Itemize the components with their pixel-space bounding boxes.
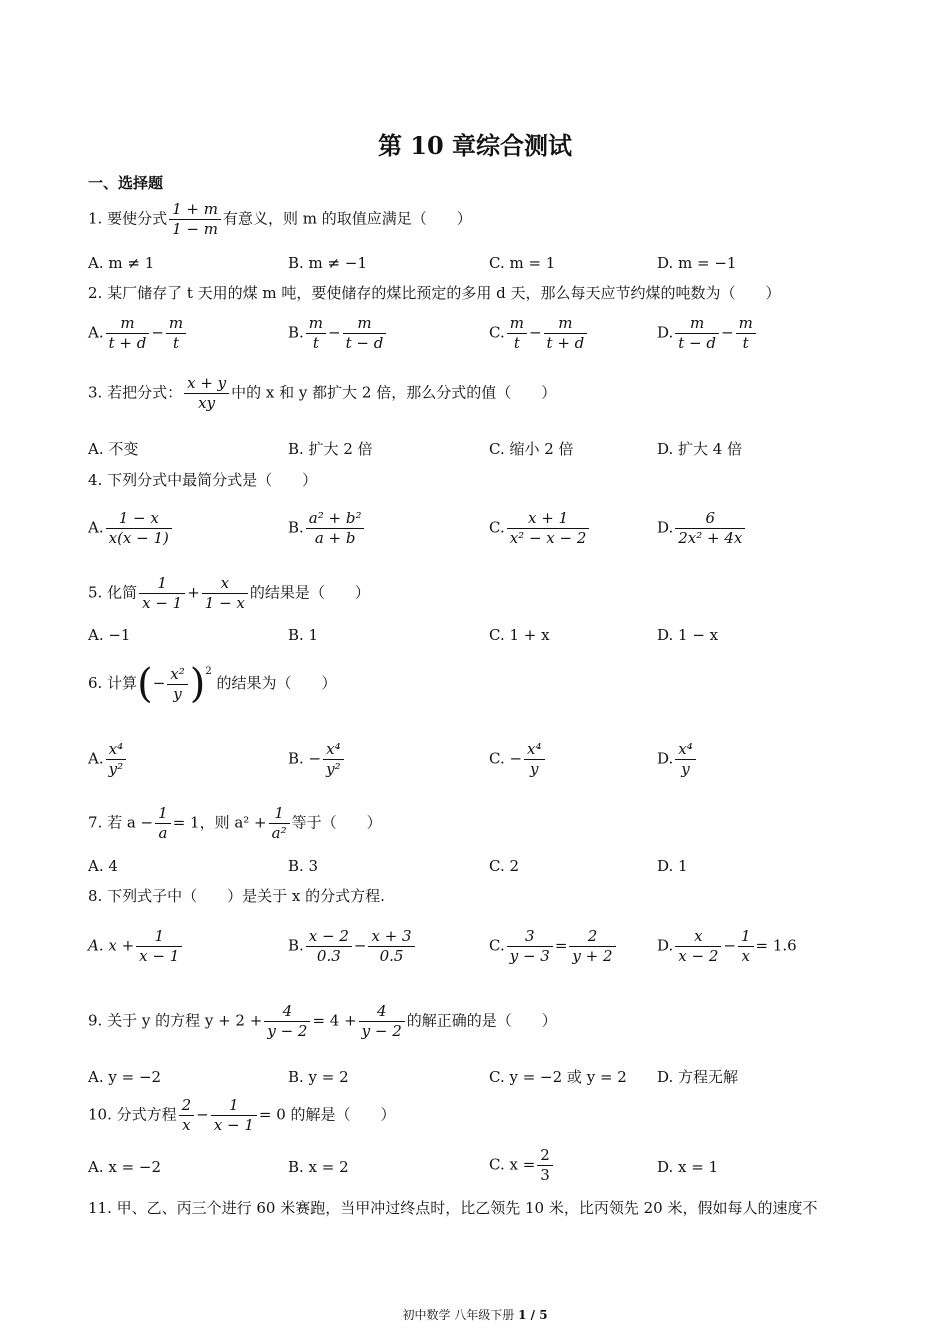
q10-option-b: B. x = 2 (288, 1158, 349, 1176)
footer-text: 初中数学 八年级下册 (402, 1308, 515, 1322)
q3-option-d: D. 扩大 4 倍 (657, 440, 743, 458)
q7-option-c: C. 2 (489, 857, 520, 875)
q8-option-c: C. $\frac{3}{y - 3}$ = $\frac{2}{y + 2}$ (489, 927, 618, 966)
question-1 (88, 200, 472, 239)
q8-option-d: D. $\frac{x}{x - 2}$ − $\frac{1}{x}$ = 1.6 (657, 927, 797, 965)
q10-option-d: D. x = 1 (657, 1158, 719, 1176)
q9-option-a: A. y = −2 (88, 1068, 162, 1086)
q1-option-a: A. m ≠ 1 (88, 254, 155, 272)
q9-option-c: C. y = −2 或 y = 2 (489, 1068, 627, 1086)
question-2: 2. 某厂储存了 t 天用的煤 m 吨，要使储存的煤比预定的多用 d 天，那么每天应节约煤的吨数为（ ） (88, 284, 781, 302)
q1-fraction: $\frac{1 + m}{1 - m}$ (169, 200, 221, 239)
page-title: 第 10 章综合测试 (377, 131, 573, 160)
q1-stem-end: 有意义，则 m 的取值应满足（ ） (222, 209, 472, 228)
q7-option-a: A. 4 (88, 857, 118, 875)
page-footer (0, 1306, 950, 1323)
q10-option-a: A. x = −2 (88, 1158, 162, 1176)
q2-option-d: D. $\frac{m}{t - d}$ − $\frac{m}{t}$ (657, 314, 758, 353)
page-number: 1 / 5 (518, 1308, 548, 1322)
question-11: 11. 甲、乙、丙三个进行 60 米赛跑，当甲冲过终点时，比乙领先 10 米，比丙领先 20 米，假如每人的速度不 (88, 1199, 818, 1217)
q2-option-a: A. $\frac{m}{t + d}$ − $\frac{m}{t}$ (88, 314, 188, 353)
q6-option-c: C. − $\frac{\text{x⁴}}{y}$ (489, 740, 547, 779)
question-7: 7. 若 a − $\frac{1}{a}$ = 1，则 a² + $\frac{1}{\text{a²}}$ 等于（ ） (88, 804, 382, 842)
question-10: 10. 分式方程 $\frac{2}{x}$ − $\frac{1}{x - 1}$ = 0 的解是（ ） (88, 1096, 396, 1134)
q9-option-d: D. 方程无解 (657, 1068, 739, 1086)
q1-option-c: C. m = 1 (489, 254, 556, 272)
q3-fraction: $\frac{x + y}{xy}$ (184, 374, 229, 413)
q5-option-a: A. −1 (88, 626, 131, 644)
q7-option-b: B. 3 (288, 857, 319, 875)
q4-option-c: C. $\frac{x + 1}{\text{x² − x − 2}}$ (489, 509, 591, 548)
q8-option-b: B. $\frac{x - 2}{0.3}$ − $\frac{x + 3}{0.5}$ (288, 927, 417, 966)
q4-option-d: D. $\frac{6}{\text{2x² + 4x}}$ (657, 509, 747, 548)
q6-option-d: D. $\frac{\text{x⁴}}{y}$ (657, 740, 698, 779)
q8-option-a: A. x + $\frac{1}{x - 1}$ (88, 927, 184, 966)
question-4: 4. 下列分式中最简分式是（ ） (88, 471, 318, 489)
q7-option-d: D. 1 (657, 857, 688, 875)
question-6: 6. 计算(− $\frac{\text{x²}}{y}$ )$^2$ 的结果为（ ） (88, 661, 337, 707)
question-9: 9. 关于 y 的方程 y + 2 + $\frac{4}{y - 2}$ = 4 + $\frac{4}{y - 2}$ 的解正确的是（ ） (88, 1002, 557, 1040)
q5-option-c: C. 1 + x (489, 626, 550, 644)
q4-option-b: B. $\frac{\text{a² + b²}}{a + b}$ (288, 509, 366, 548)
q6-option-a: A. $\frac{\text{x⁴}}{\text{y²}}$ (88, 740, 128, 779)
q6-option-b: B. − $\frac{\text{x⁴}}{\text{y²}}$ (288, 740, 346, 779)
q3-option-c: C. 缩小 2 倍 (489, 440, 574, 458)
q10-option-c: C. x = $\frac{2}{3}$ (489, 1146, 555, 1185)
q2-option-c: C. $\frac{m}{t}$ − $\frac{m}{t + d}$ (489, 314, 589, 353)
q1-stem: 1. 要使分式 (88, 209, 168, 228)
question-3: 3. 若把分式： $\frac{x + y}{xy}$ 中的 x 和 y 都扩大 2 倍，那么分式的值（ ） (88, 374, 557, 412)
q4-option-a: A. $\frac{1 - x}{x(x - 1)}$ (88, 509, 174, 548)
q1-option-b: B. m ≠ −1 (288, 254, 367, 272)
q2-option-b: B. $\frac{m}{t}$ − $\frac{m}{t - d}$ (288, 314, 388, 353)
q5-option-b: B. 1 (288, 626, 319, 644)
question-5: 5. 化简 $\frac{1}{x - 1}$ + $\frac{x}{1 - x}$ 的结果是（ ） (88, 574, 370, 612)
q9-option-b: B. y = 2 (288, 1068, 349, 1086)
q5-option-d: D. 1 − x (657, 626, 719, 644)
section-heading: 一、选择题 (88, 174, 164, 192)
q3-option-a: A. 不变 (88, 440, 139, 458)
question-8: 8. 下列式子中（ ）是关于 x 的分式方程. (88, 887, 385, 905)
q3-option-b: B. 扩大 2 倍 (288, 440, 373, 458)
q1-option-d: D. m = −1 (657, 254, 737, 272)
